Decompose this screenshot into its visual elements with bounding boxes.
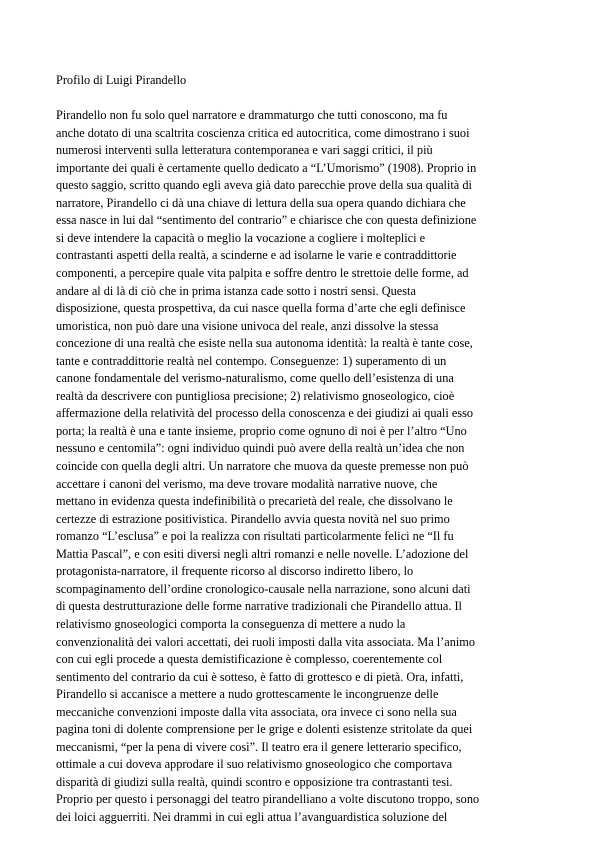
body-line: andare al di là di ciò che in prima istanza cade sotto i nostri sensi. Questa xyxy=(56,283,416,298)
body-line: dei loici agguerriti. Nei drammi in cui egli attua l’avanguardistica soluzione del xyxy=(56,809,448,824)
body-line: certezze di estrazione positivistica. Pirandello avvia questa novità nel suo primo xyxy=(56,511,450,526)
document-title: Profilo di Luigi Pirandello xyxy=(56,73,187,87)
body-line: essa nasce in lui dal “sentimento del contrario” e chiarisce che con questa definizione xyxy=(56,213,477,228)
body-line: Proprio per questo i personaggi del teatro pirandelliano a volte discutono troppo, sono xyxy=(56,792,480,807)
body-line: narratore, Pirandello ci dà una chiave di lettura della sua opera quando dichiara che xyxy=(56,195,466,210)
body-line: coincide con quella degli altri. Un narratore che muova da queste premesse non può xyxy=(56,459,469,474)
body-line: scompaginamento dell’ordine cronologico-causale nella narrazione, sono alcuni dati xyxy=(56,581,471,596)
document-page xyxy=(56,72,542,827)
body-line: accettare i canoni del verismo, ma deve trovare modalità narrative nuove, che xyxy=(56,476,438,491)
body-line: nessuno e centomila”: ogni individuo quindi può avere della realtà un’idea che non xyxy=(56,441,465,456)
body-line: pagina toni di dolente comprensione per le grige e dolenti esistenze stritolate da quei xyxy=(56,722,473,737)
body-line: disposizione, questa prospettiva, da cui nasce quella forma d’arte che egli definisce xyxy=(56,301,466,316)
body-line: romanzo “L’esclusa” e poi la realizza con risultati particolarmente felici ne “Il fu xyxy=(56,529,454,544)
body-line: numerosi interventi sulla letteratura contemporanea e vari saggi critici, il più xyxy=(56,143,433,158)
body-line: Pirandello non fu solo quel narratore e drammaturgo che tutti conoscono, ma fu xyxy=(56,108,448,123)
body-line: mettano in evidenza questa indefinibilità o precarietà del reale, che dissolvano le xyxy=(56,494,453,509)
body-line: Pirandello si accanisce a mettere a nudo grottescamente le incongruenze delle xyxy=(56,687,439,702)
body-line: Mattia Pascal”, e con esiti diversi negli altri romanzi e nelle novelle. L’adozione del xyxy=(56,546,469,561)
body-line: componenti, a percepire quale vita palpita e soffre dentro le strettoie delle forme, ad xyxy=(56,266,469,281)
body-line: tante e contraddittorie realtà nel contempo. Conseguenze: 1) superamento di un xyxy=(56,353,447,368)
body-line: di questa destrutturazione delle forme narrative tradizionali che Pirandello attua. Il xyxy=(56,599,462,614)
body-line: protagonista-narratore, il frequente ricorso al discorso indiretto libero, lo xyxy=(56,564,414,579)
body-line: canone fondamentale del verismo-naturalismo, come quello dell’esistenza di una xyxy=(56,371,454,386)
body-line: convenzionalità dei valori accettati, dei ruoli imposti dalla vita associata. Ma l’animo xyxy=(56,634,475,649)
body-line: importante dei quali è certamente quello dedicato a “L’Umorismo” (1908). Proprio in xyxy=(56,160,477,175)
body-line: meccaniche convenzioni imposte dalla vita associata, ora invece ci sono nella sua xyxy=(56,704,457,719)
body-line: si deve intendere la capacità o meglio la vocazione a cogliere i molteplici e xyxy=(56,230,426,245)
body-line: sentimento del contrario da cui è sotteso, è fatto di grottesco e di pietà. Ora, infatti, xyxy=(56,669,464,684)
body-line: umoristica, non può dare una visione univoca del reale, anzi dissolve la stessa xyxy=(56,318,439,333)
body-line: disparità di giudizi sulla realtà, quindi scontro e opposizione tra contrastanti tesi. xyxy=(56,774,453,789)
body-line: con cui egli procede a questa demistificazione è complesso, coerentemente col xyxy=(56,652,443,667)
body-line: concezione di una realtà che esiste nella sua autonoma identità: la realtà è tante cose, xyxy=(56,336,473,351)
body-line: affermazione della relatività del processo della conoscenza e dei giudizi ai quali esso xyxy=(56,406,474,421)
document-body xyxy=(56,107,542,826)
body-line: porta; la realtà è una e tante insieme, proprio come ognuno di noi è per l’altro “Uno xyxy=(56,423,467,438)
body-line: meccanismi, “per la pena di vivere così”. Il teatro era il genere letterario specifico, xyxy=(56,739,462,754)
body-line: questo saggio, scritto quando egli aveva già dato parecchie prove della sua qualità di xyxy=(56,178,472,193)
body-line: anche dotato di una scaltrita coscienza critica ed autocritica, come dimostrano i suoi xyxy=(56,125,470,140)
body-line: relativismo gnoseologici comporta la conseguenza di mettere a nudo la xyxy=(56,616,406,631)
body-line: realtà da descrivere con puntigliosa precisione; 2) relativismo gnoseologico, cioè xyxy=(56,388,455,403)
body-line: ottimale a cui doveva approdare il suo relativismo gnoseologico che comportava xyxy=(56,757,453,772)
body-line: contrastanti aspetti della realtà, a scinderne e ad isolarne le varie e contraddittorie xyxy=(56,248,457,263)
